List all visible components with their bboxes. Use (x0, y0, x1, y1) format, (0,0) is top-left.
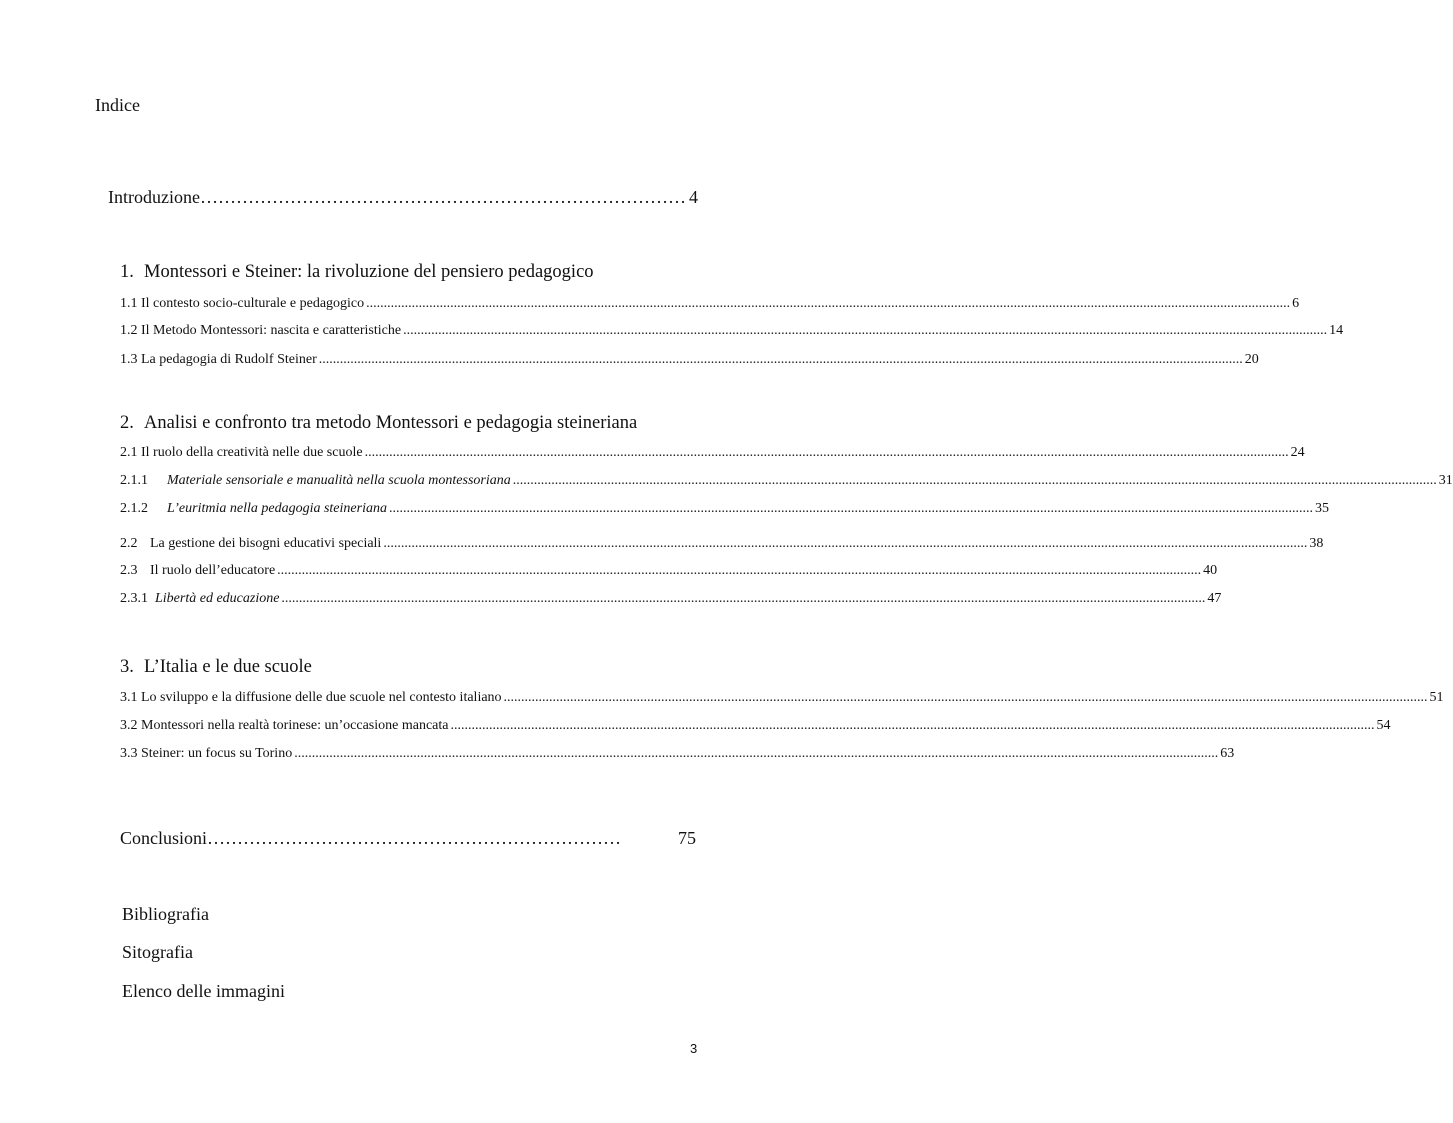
toc-subsection-number: 2.1.2 (120, 501, 148, 516)
chapter-heading-1[interactable] (120, 262, 594, 283)
toc-entry-label: 1.1 Il contesto socio-culturale e pedagogico (120, 296, 365, 311)
toc-entry-image-list[interactable]: Elenco delle immagini (122, 981, 285, 1001)
toc-subsection-title: Il ruolo dell’educatore (150, 563, 276, 578)
toc-entry[interactable] (120, 690, 1444, 706)
chapter-title: Montessori e Steiner: la rivoluzione del pensiero pedagogico (144, 262, 594, 282)
toc-entry[interactable] (120, 352, 1259, 368)
toc-entry[interactable] (120, 746, 1235, 762)
toc-entry[interactable] (120, 473, 1453, 489)
toc-page-number: 6 (1292, 296, 1300, 311)
toc-entry-label: 3.1 Lo sviluppo e la diffusione delle due scuole nel contesto italiano (120, 690, 502, 705)
toc-leader: ........................................................................................................................................................................................................................................................................ (281, 591, 1206, 606)
chapter-heading-2[interactable] (120, 413, 637, 434)
toc-entry[interactable] (120, 718, 1391, 734)
toc-entry-label: Conclusioni (120, 828, 208, 848)
toc-page-number: 31 (1438, 473, 1453, 488)
toc-entry-label: Introduzione (108, 187, 200, 207)
chapter-title: L’Italia e le due scuole (144, 657, 312, 677)
page-number: 3 (690, 1041, 698, 1056)
toc-entry-label (120, 501, 387, 517)
toc-leader: ........................................................................................................................................................................................................................................................................ (503, 690, 1428, 705)
toc-leader: …………………………………………………………… (207, 828, 622, 848)
toc-subsection-title: Materiale sensoriale e manualità nella scuola montessoriana (167, 473, 511, 488)
chapter-title: Analisi e confronto tra metodo Montessori e pedagogia steineriana (144, 413, 638, 433)
toc-entry-label: 3.3 Steiner: un focus su Torino (120, 746, 293, 761)
toc-leader: ........................................................................................................................................................................................................................................................................ (403, 323, 1328, 338)
toc-entry[interactable] (120, 445, 1305, 461)
toc-subsection-title: L’euritmia nella pedagogia steineriana (167, 501, 387, 516)
toc-page-number: 75 (678, 828, 696, 848)
toc-subsection-number: 2.3.1 (120, 591, 148, 606)
toc-entry-webography[interactable]: Sitografia (122, 942, 193, 962)
chapter-number: 3. (120, 657, 134, 677)
toc-entry-label (120, 591, 279, 607)
toc-leader: ........................................................................................................................................................................................................................................................................ (366, 296, 1291, 311)
toc-entry[interactable] (120, 501, 1329, 517)
toc-page-number: 51 (1429, 690, 1444, 705)
toc-leader: ........................................................................................................................................................................................................................................................................ (512, 473, 1437, 488)
toc-page-number: 24 (1290, 445, 1305, 460)
toc-entry-label: 1.2 Il Metodo Montessori: nascita e caratteristiche (120, 323, 402, 338)
toc-entry[interactable] (120, 323, 1344, 339)
toc-page-number: 54 (1376, 718, 1391, 733)
toc-leader: ........................................................................................................................................................................................................................................................................ (277, 563, 1202, 578)
toc-leader: ........................................................................................................................................................................................................................................................................ (388, 501, 1313, 516)
toc-leader: ........................................................................................................................................................................................................................................................................ (294, 746, 1219, 761)
toc-entry-label: 1.3 La pedagogia di Rudolf Steiner (120, 352, 317, 367)
toc-entry[interactable] (120, 563, 1218, 579)
toc-page-number: 38 (1309, 536, 1324, 551)
toc-entry[interactable] (120, 296, 1300, 312)
chapter-number: 1. (120, 262, 134, 282)
toc-entry-label: 2.1 Il ruolo della creatività nelle due scuole (120, 445, 363, 460)
toc-entry[interactable] (120, 591, 1222, 607)
toc-entry-introduction[interactable] (108, 187, 698, 208)
toc-entry-label: 3.2 Montessori nella realtà torinese: un’occasione mancata (120, 718, 449, 733)
chapter-heading-3[interactable] (120, 657, 312, 678)
toc-page-number: 63 (1220, 746, 1235, 761)
toc-leader: ........................................................................................................................................................................................................................................................................ (318, 352, 1243, 367)
toc-page-number: 4 (689, 187, 698, 207)
toc-page-number: 47 (1207, 591, 1222, 606)
toc-leader: ……………………………………………………………………… (199, 187, 686, 207)
toc-leader: ........................................................................................................................................................................................................................................................................ (383, 536, 1308, 551)
toc-entry-label (120, 473, 511, 489)
toc-entry-bibliography[interactable]: Bibliografia (122, 904, 209, 924)
toc-page-number: 20 (1244, 352, 1259, 367)
toc-leader: ........................................................................................................................................................................................................................................................................ (364, 445, 1289, 460)
toc-leader: ........................................................................................................................................................................................................................................................................ (450, 718, 1375, 733)
toc-entry-label (120, 536, 381, 552)
toc-page-number: 35 (1314, 501, 1329, 516)
toc-subsection-number: 2.3 (120, 563, 138, 578)
toc-subsection-title: La gestione dei bisogni educativi speciali (150, 536, 382, 551)
chapter-number: 2. (120, 413, 134, 433)
toc-entry-conclusions[interactable] (120, 828, 696, 849)
toc-subsection-title: Libertà ed educazione (155, 591, 280, 606)
toc-entry[interactable] (120, 536, 1324, 552)
page-title: Indice (95, 95, 140, 115)
toc-page-number: 40 (1203, 563, 1218, 578)
toc-entry-label (120, 563, 275, 579)
toc-subsection-number: 2.2 (120, 536, 138, 551)
toc-page-number: 14 (1329, 323, 1344, 338)
toc-subsection-number: 2.1.1 (120, 473, 148, 488)
